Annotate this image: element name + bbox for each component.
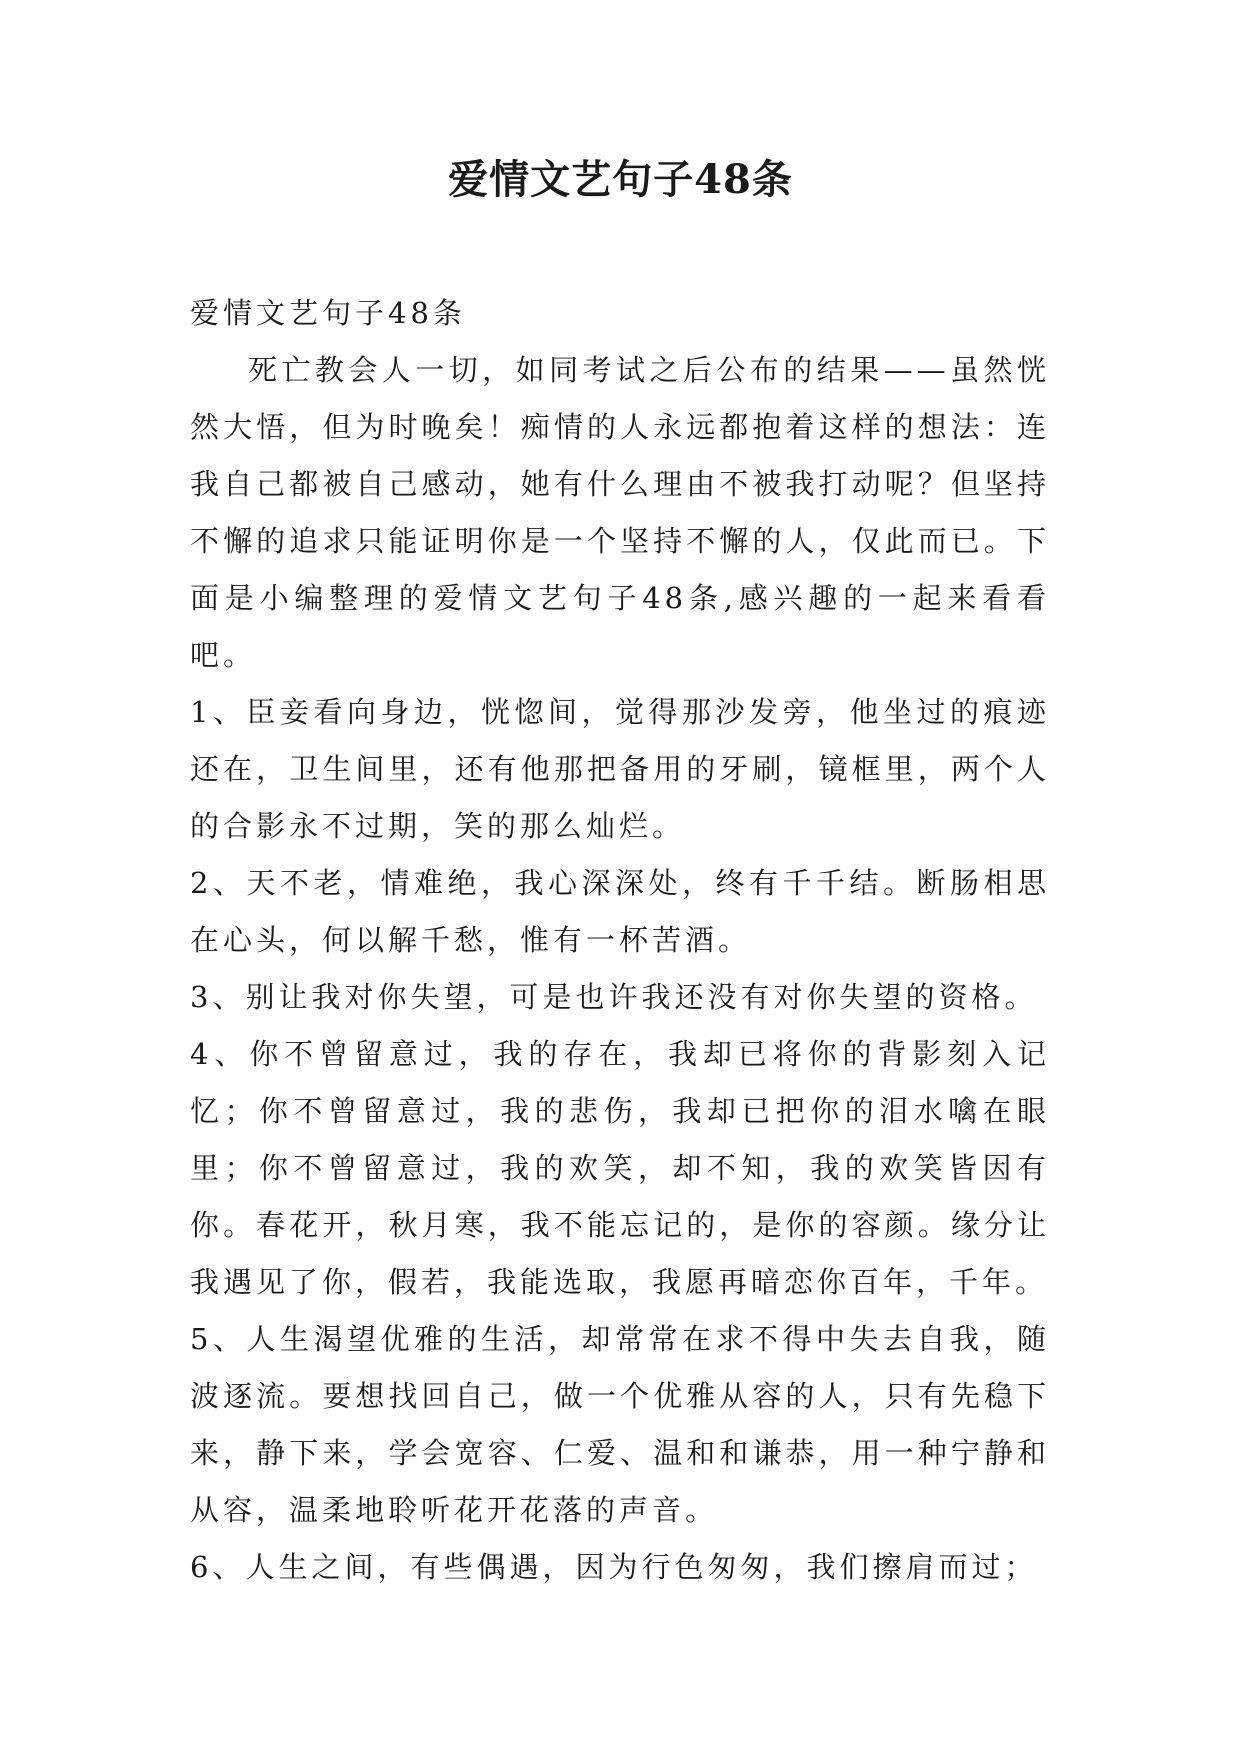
intro-paragraph: 死亡教会人一切，如同考试之后公布的结果——虽然恍然大悟，但为时晚矣！痴情的人永远都抱着这样的想法：连我自己都被自己感动，她有什么理由不被我打动呢？但坚持不懈的追求只能证明你是一个坚持不懈的人，仅此而已。下面是小编整理的爱情文艺句子48条,感兴趣的一起来看看吧。	[190, 353, 1050, 672]
page-title: 爱情文艺句子48条	[448, 156, 793, 203]
list-item: 2、天不老，情难绝，我心深深处，终有千千结。断肠相思在心头，何以解千愁，惟有一杯苦酒。	[190, 866, 1050, 957]
list-item: 4、你不曾留意过，我的存在，我却已将你的背影刻入记忆；你不曾留意过，我的悲伤，我却已把你的泪水噙在眼里；你不曾留意过，我的欢笑，却不知，我的欢笑皆因有你。春花开，秋月寒，我不能忘记的，是你的容颜。缘分让我遇见了你，假若，我能选取，我愿再暗恋你百年，千年。	[190, 1037, 1050, 1299]
list-item: 3、别让我对你失望，可是也许我还没有对你失望的资格。	[190, 980, 1038, 1014]
document-body	[190, 285, 1050, 1596]
list-item: 6、人生之间，有些偶遇，因为行色匆匆，我们擦肩而过；	[190, 1550, 1038, 1584]
list-item: 1、臣妾看向身边，恍惚间，觉得那沙发旁，他坐过的痕迹还在，卫生间里，还有他那把备用的牙刷，镜框里，两个人的合影永不过期，笑的那么灿烂。	[190, 695, 1050, 843]
list-item: 5、人生渴望优雅的生活，却常常在求不得中失去自我，随波逐流。要想找回自己，做一个优雅从容的人，只有先稳下来，静下来，学会宽容、仁爱、温和和谦恭，用一种宁静和从容，温柔地聆听花开花落的声音。	[190, 1322, 1050, 1527]
document-subtitle: 爱情文艺句子48条	[190, 296, 466, 330]
